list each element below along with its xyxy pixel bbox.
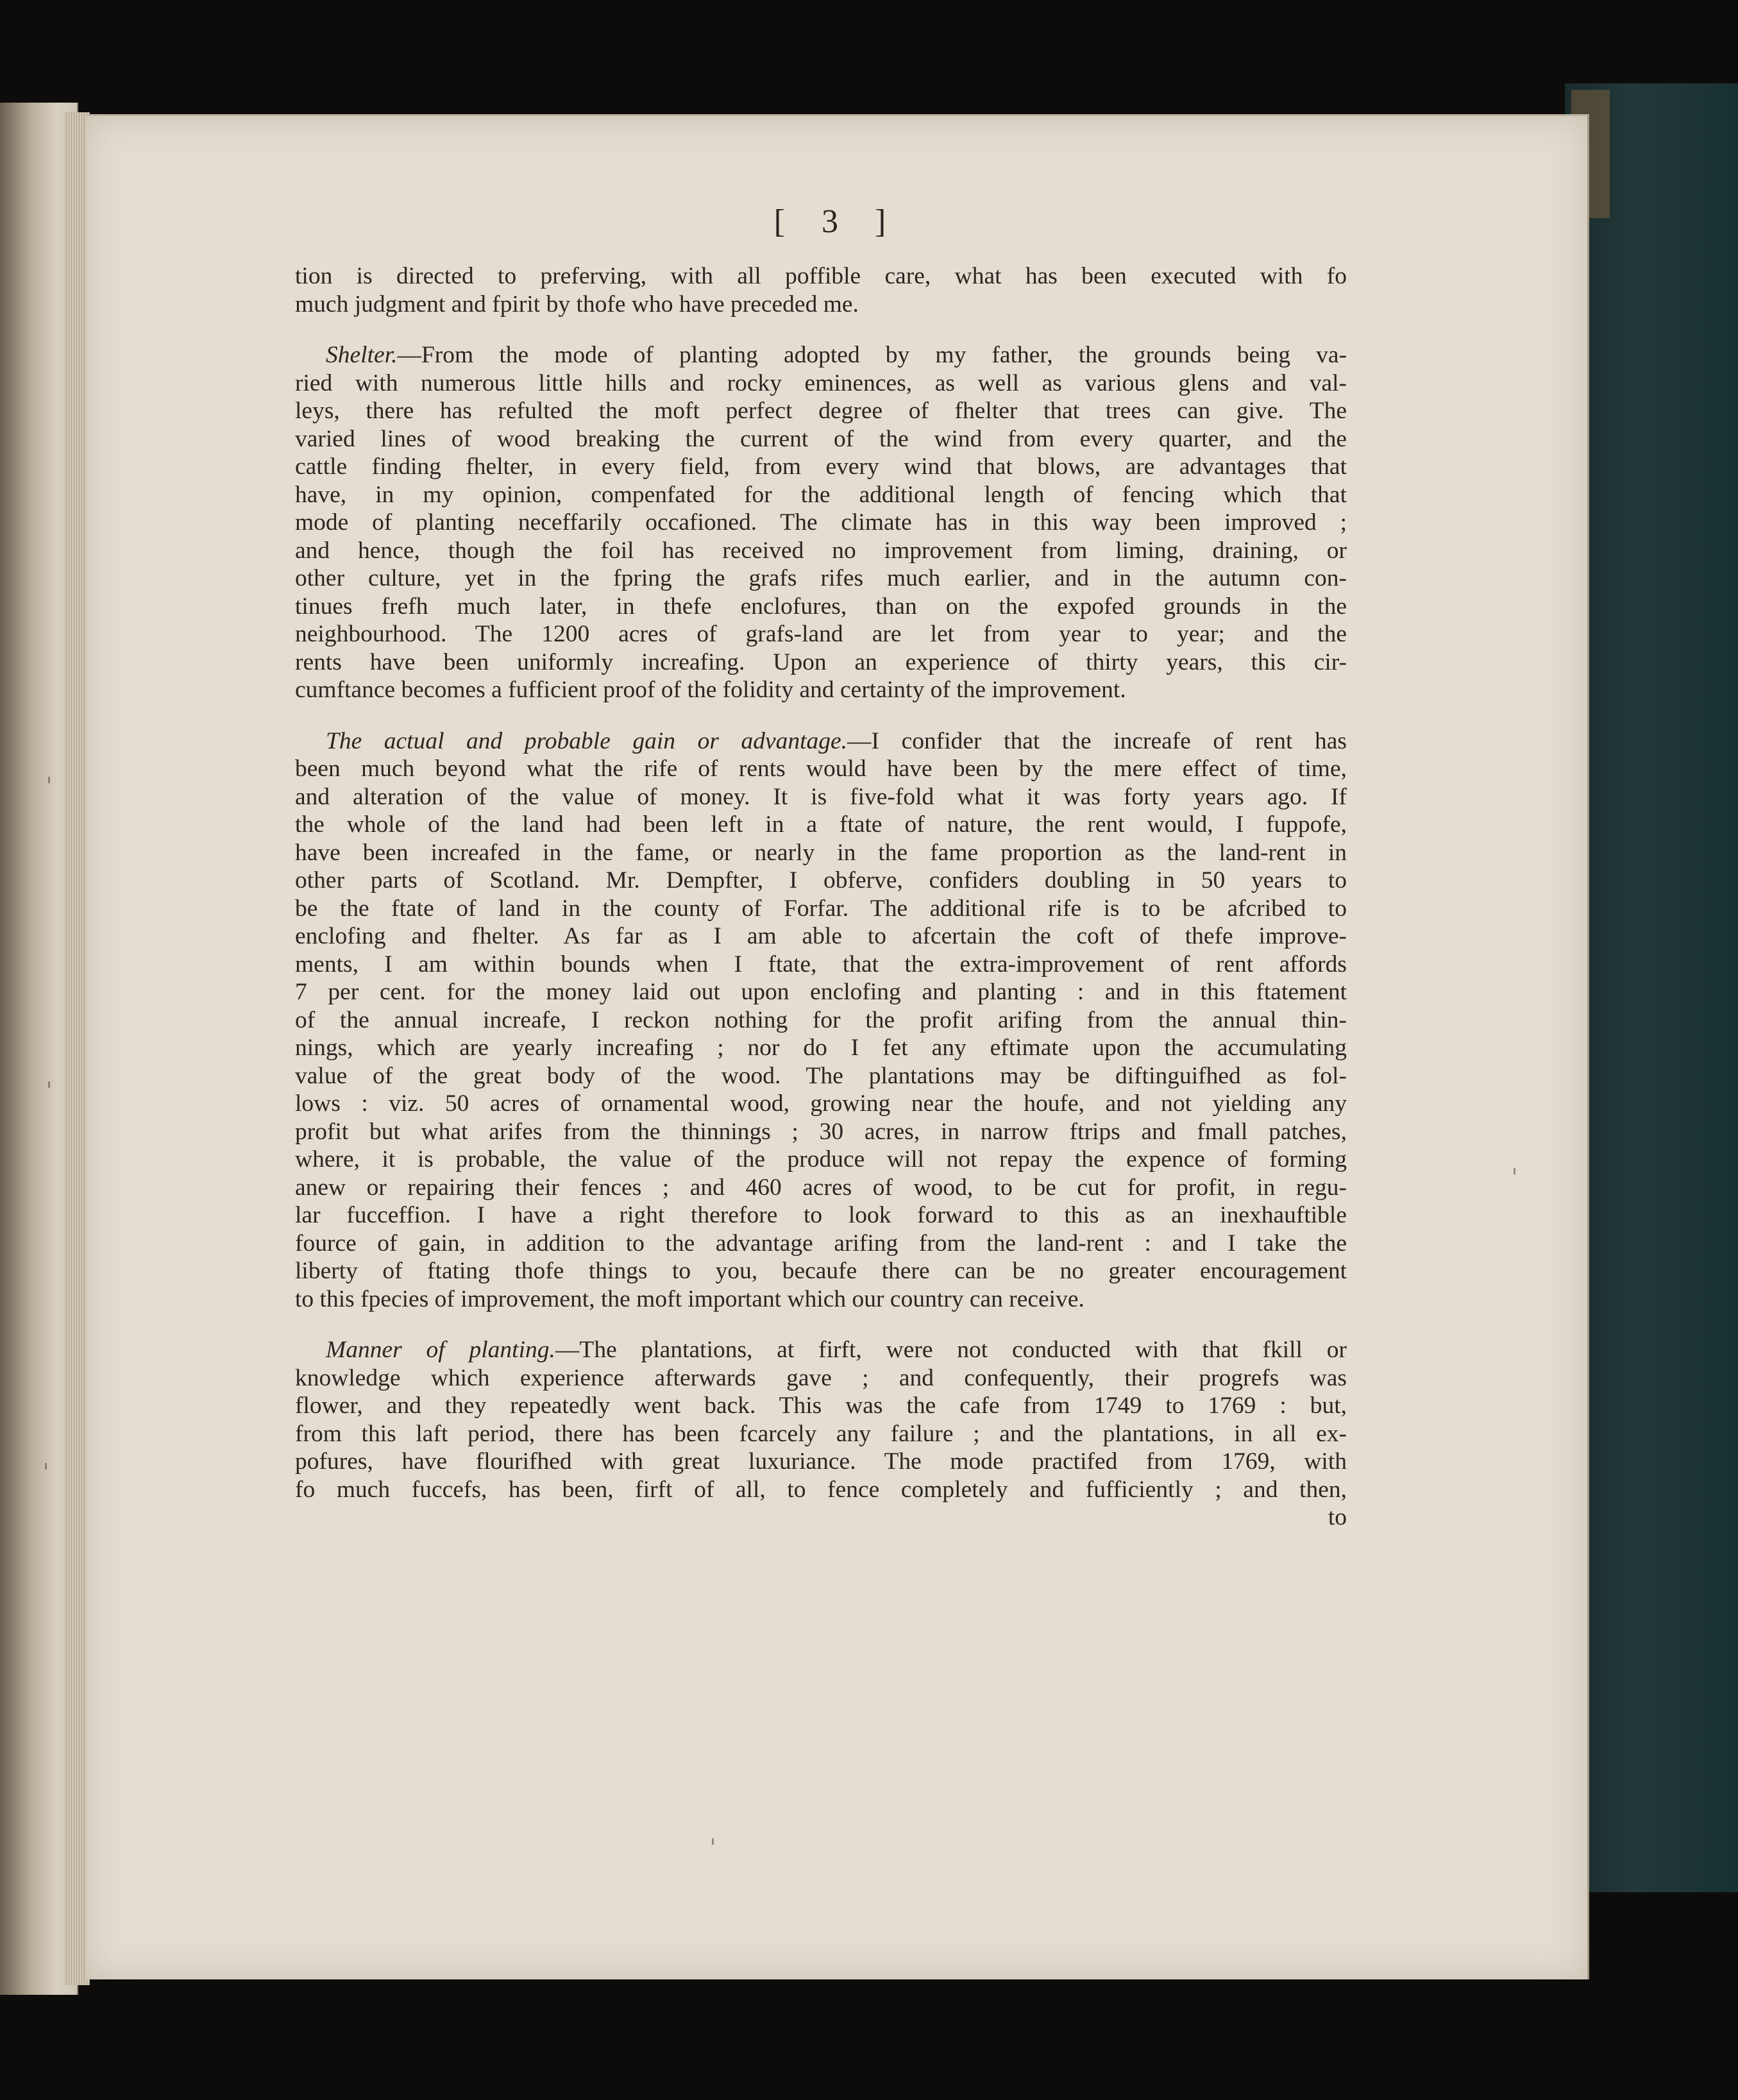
text-line: from this laft period, there has been fcarcely any failure ; and the plantations, in all ex- [295, 1420, 1347, 1447]
text-line: profit but what arifes from the thinnings ; 30 acres, in narrow ftrips and fmall patches, [295, 1118, 1347, 1145]
text-line: rents have been uniformly increafing. Upon an experience of thirty years, this cir- [295, 648, 1347, 675]
paragraph-intro [295, 262, 1347, 318]
page-stack-edges [64, 112, 90, 1985]
text-line: have, in my opinion, compenfated for the additional length of fencing which that [295, 481, 1347, 508]
text-line: other parts of Scotland. Mr. Dempfter, I obferve, confiders doubling in 50 years to [295, 867, 1347, 893]
paragraph-gain [295, 727, 1347, 1314]
section-heading-shelter: Shelter. [326, 342, 398, 368]
text-line [295, 727, 1347, 756]
text-line: much judgment and fpirit by thofe who have preceded me. [295, 291, 859, 318]
text-line: ried with numerous little hills and rocky eminences, as well as various glens and val- [295, 369, 1347, 396]
text-span: —From the mode of planting adopted by my father, the grounds being va- [397, 342, 1347, 368]
text-line: pofures, have flourifhed with great luxuriance. The mode practifed from 1769, with [295, 1448, 1347, 1475]
text-line: of the annual increafe, I reckon nothing for the profit arifing from the annual thin- [295, 1006, 1347, 1033]
text-line: varied lines of wood breaking the current of the wind from every quarter, and the [295, 425, 1347, 452]
text-line: ments, I am within bounds when I ftate, that the extra-improvement of rent affords [295, 951, 1347, 978]
text-line: value of the great body of the wood. The plantations may be diftinguifhed as fol- [295, 1062, 1347, 1089]
text-line: neighbourhood. The 1200 acres of grafs-land are let from year to year; and the [295, 621, 1347, 647]
text-span: —The plantations, at firft, were not conducted with that fkill or [555, 1337, 1347, 1363]
text-line: 7 per cent. for the money laid out upon enclofing and planting : and in this ftatement [295, 979, 1347, 1005]
text-line: be the ftate of land in the county of Forfar. The additional rife is to be afcribed to [295, 895, 1347, 922]
text-span: —I confider that the increafe of rent has [847, 727, 1347, 754]
paper-speck [48, 777, 50, 783]
paper-speck [1514, 1168, 1515, 1174]
text-line: and alteration of the value of money. It is five-fold what it was forty years ago. If [295, 783, 1347, 810]
text-line: tion is directed to preferving, with all poffible care, what has been executed with fo [295, 263, 1347, 289]
text-line: lar fucceffion. I have a right therefore to look forward to this as an inexhauftible [295, 1202, 1347, 1228]
paragraph-shelter [295, 341, 1347, 704]
text-line: anew or repairing their fences ; and 460 acres of wood, to be cut for profit, in regu- [295, 1174, 1347, 1201]
text-line: to this fpecies of improvement, the moft important which our country can receive. [295, 1285, 1084, 1312]
text-line: knowledge which experience afterwards gave ; and confequently, their progrefs was [295, 1364, 1347, 1391]
section-heading-gain: The actual and probable gain or advantage. [326, 727, 848, 754]
paper-speck [45, 1463, 47, 1469]
text-line: liberty of ftating thofe things to you, becaufe there can be no greater encouragement [295, 1258, 1347, 1284]
text-line: lows : viz. 50 acres of ornamental wood, growing near the houfe, and not yielding any [295, 1090, 1347, 1117]
text-line: cumftance becomes a fufficient proof of the folidity and certainty of the improvement. [295, 677, 1126, 703]
text-line: tinues frefh much later, in thefe enclofures, than on the expofed grounds in the [295, 593, 1347, 620]
text-line [295, 341, 1347, 369]
text-line: the whole of the land had been left in a ftate of nature, the rent would, I fuppofe, [295, 811, 1347, 838]
text-line: mode of planting neceffarily occafioned. The climate has in this way been improved ; [295, 509, 1347, 536]
catchword: to [1328, 1504, 1347, 1530]
book-cover-right [1565, 83, 1738, 1892]
text-line [295, 1336, 1347, 1364]
paper-speck [712, 1838, 714, 1845]
text-line: cattle finding fhelter, in every field, from every wind that blows, are advantages that [295, 453, 1347, 480]
text-line: where, it is probable, the value of the produce will not repay the expence of forming [295, 1146, 1347, 1173]
text-line: been much beyond what the rife of rents would have been by the mere effect of time, [295, 756, 1347, 782]
paper-speck [48, 1081, 50, 1088]
text-line: leys, there has refulted the moft perfect degree of fhelter that trees can give. The [295, 398, 1347, 424]
page-text [295, 262, 1347, 1532]
text-line: nings, which are yearly increafing ; nor do I fet any eftimate upon the accumulating [295, 1035, 1347, 1061]
text-line: enclofing and fhelter. As far as I am able to afcertain the coft of thefe improve- [295, 923, 1347, 949]
text-line: fource of gain, in addition to the advantage arifing from the land-rent : and I take the [295, 1230, 1347, 1257]
text-line: fo much fuccefs, has been, firft of all, to fence completely and fufficiently ; and then, [295, 1476, 1347, 1503]
section-heading-manner: Manner of planting. [326, 1337, 555, 1363]
text-line: and hence, though the foil has received no improvement from liming, draining, or [295, 537, 1347, 564]
text-line: flower, and they repeatedly went back. This was the cafe from 1749 to 1769 : but, [295, 1393, 1347, 1419]
book-page [87, 114, 1589, 1979]
text-line: other culture, yet in the fpring the grafs rifes much earlier, and in the autumn con- [295, 565, 1347, 591]
paragraph-manner [295, 1336, 1347, 1532]
text-line: have been increafed in the fame, or nearly in the fame proportion as the land-rent in [295, 839, 1347, 866]
page-number: [ 3 ] [773, 203, 900, 240]
